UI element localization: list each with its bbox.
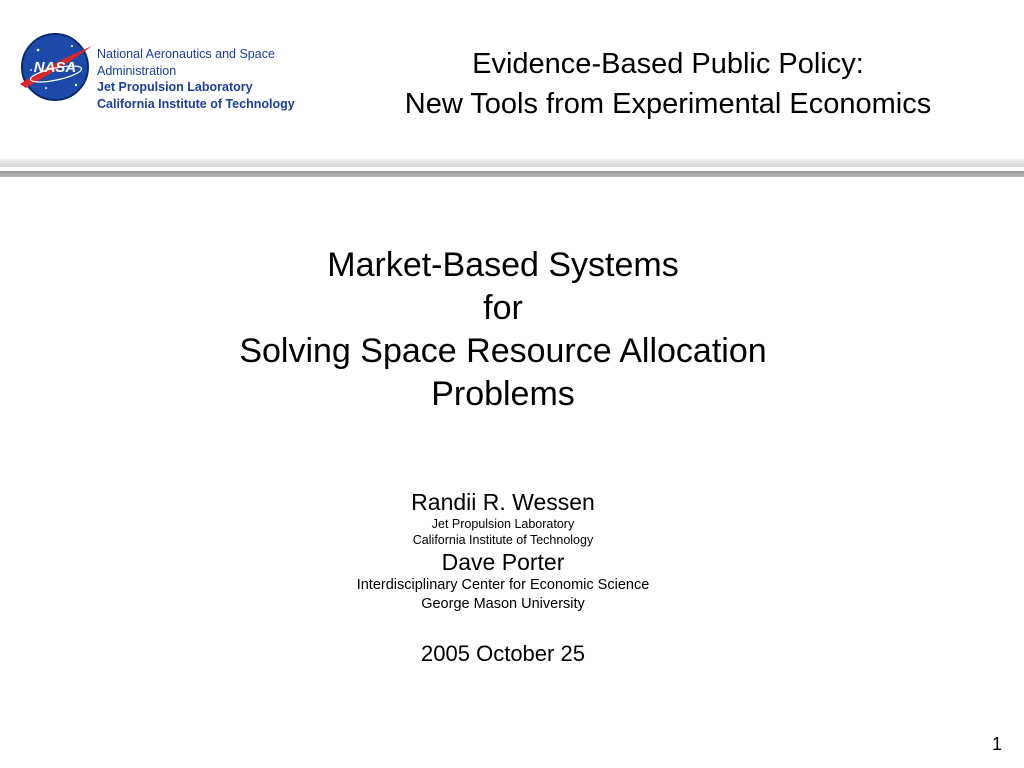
author-affiliation-1b: California Institute of Technology [412,533,594,547]
slide-title [0,244,1006,416]
header-divider-light [0,159,1024,167]
author-list [0,488,1006,614]
slide-title-line-1: Market-Based Systems [327,246,679,284]
org-line-nasa-1: National Aeronautics and Space [97,47,275,61]
slide-title-line-4: Problems [431,375,575,413]
nasa-logo [16,30,94,104]
author-name-2: Dave Porter [441,549,565,575]
org-line-nasa-2: Administration [97,63,177,78]
author-affiliation-2b: George Mason University [421,596,585,612]
header-divider-dark [0,171,1024,177]
author-affiliation-1a: Jet Propulsion Laboratory [431,517,575,531]
presentation-date: 2005 October 25 [421,641,585,666]
author-affiliation-2a: Interdisciplinary Center for Economic Science [356,577,650,593]
nasa-wordmark: NASA [33,59,77,76]
header-title [330,44,1006,124]
org-line-caltech: California Institute of Technology [97,96,295,111]
author-name-1: Randii R. Wessen [411,489,595,515]
org-line-jpl: Jet Propulsion Laboratory [97,80,253,94]
header-title-line-2: New Tools from Experimental Economics [404,88,932,120]
slide-title-line-2: for [483,289,523,327]
page-number: 1 [991,734,1002,754]
organization-block [97,46,295,112]
slide-title-line-3: Solving Space Resource Allocation [239,332,767,370]
header-title-line-1: Evidence-Based Public Policy: [472,48,864,80]
